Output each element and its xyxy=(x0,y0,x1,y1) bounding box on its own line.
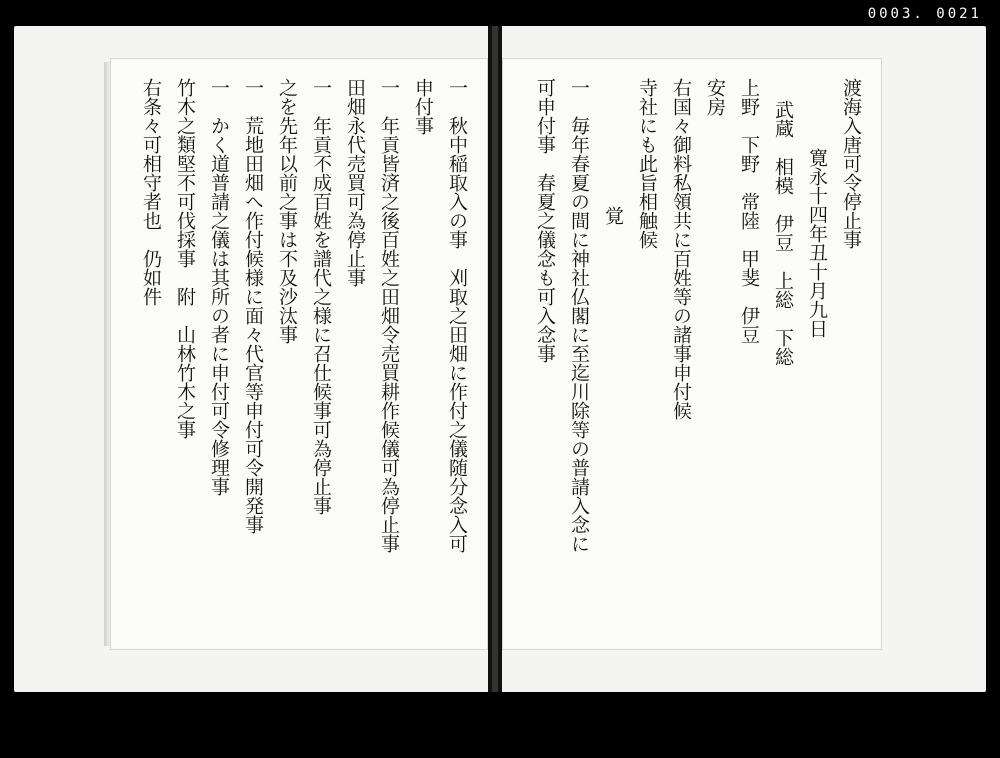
text-column: 一 年貢不成百姓を譜代之様に召仕候事可為停止事 xyxy=(310,78,332,515)
right-page xyxy=(502,58,882,650)
text-column: 右国々御料私領共に百姓等の諸事申付候 xyxy=(670,78,692,420)
left-text-block xyxy=(124,78,474,630)
text-column: 寺社にも此旨相触候 xyxy=(636,78,658,249)
text-column: 一 毎年春夏の間に神社仏閣に至迄川除等の普請入念に xyxy=(568,78,590,553)
text-column: 一 荒地田畑へ作付候様に面々代官等申付可令開発事 xyxy=(242,78,264,534)
text-column: 一 年貢皆済之後百姓之田畑令売買耕作候儀可為停止事 xyxy=(378,78,400,553)
text-column: 安房 xyxy=(704,78,726,116)
text-column: 寛永十四年丑十月九日 xyxy=(806,148,828,338)
text-column: 一 秋中稲取入の事 刈取之田畑に作付之儀随分念入可 xyxy=(446,78,468,553)
text-column: 可申付事 春夏之儀念も可入念事 xyxy=(534,78,556,363)
text-column: 田畑永代売買可為停止事 xyxy=(344,78,366,287)
text-column: 右条々可相守者也 仍如件 xyxy=(140,78,162,306)
text-column: 武蔵 相模 伊豆 上総 下総 xyxy=(772,100,794,366)
text-column: 覚 xyxy=(602,206,624,225)
book-gutter xyxy=(488,26,502,692)
right-text-block xyxy=(516,78,868,630)
book-spread xyxy=(14,26,986,692)
frame-id-label: 0003. 0021 xyxy=(867,6,982,22)
text-column: 之を先年以前之事は不及沙汰事 xyxy=(276,78,298,344)
text-column: 一 かく道普請之儀は其所の者に申付可令修理事 xyxy=(208,78,230,496)
text-column: 申付事 xyxy=(412,78,434,135)
text-column: 上野 下野 常陸 甲斐 伊豆 xyxy=(738,78,760,344)
text-column: 渡海入唐可令停止事 xyxy=(840,78,862,249)
left-page xyxy=(110,58,488,650)
text-column: 竹木之類堅不可伐採事 附 山林竹木之事 xyxy=(174,78,196,439)
